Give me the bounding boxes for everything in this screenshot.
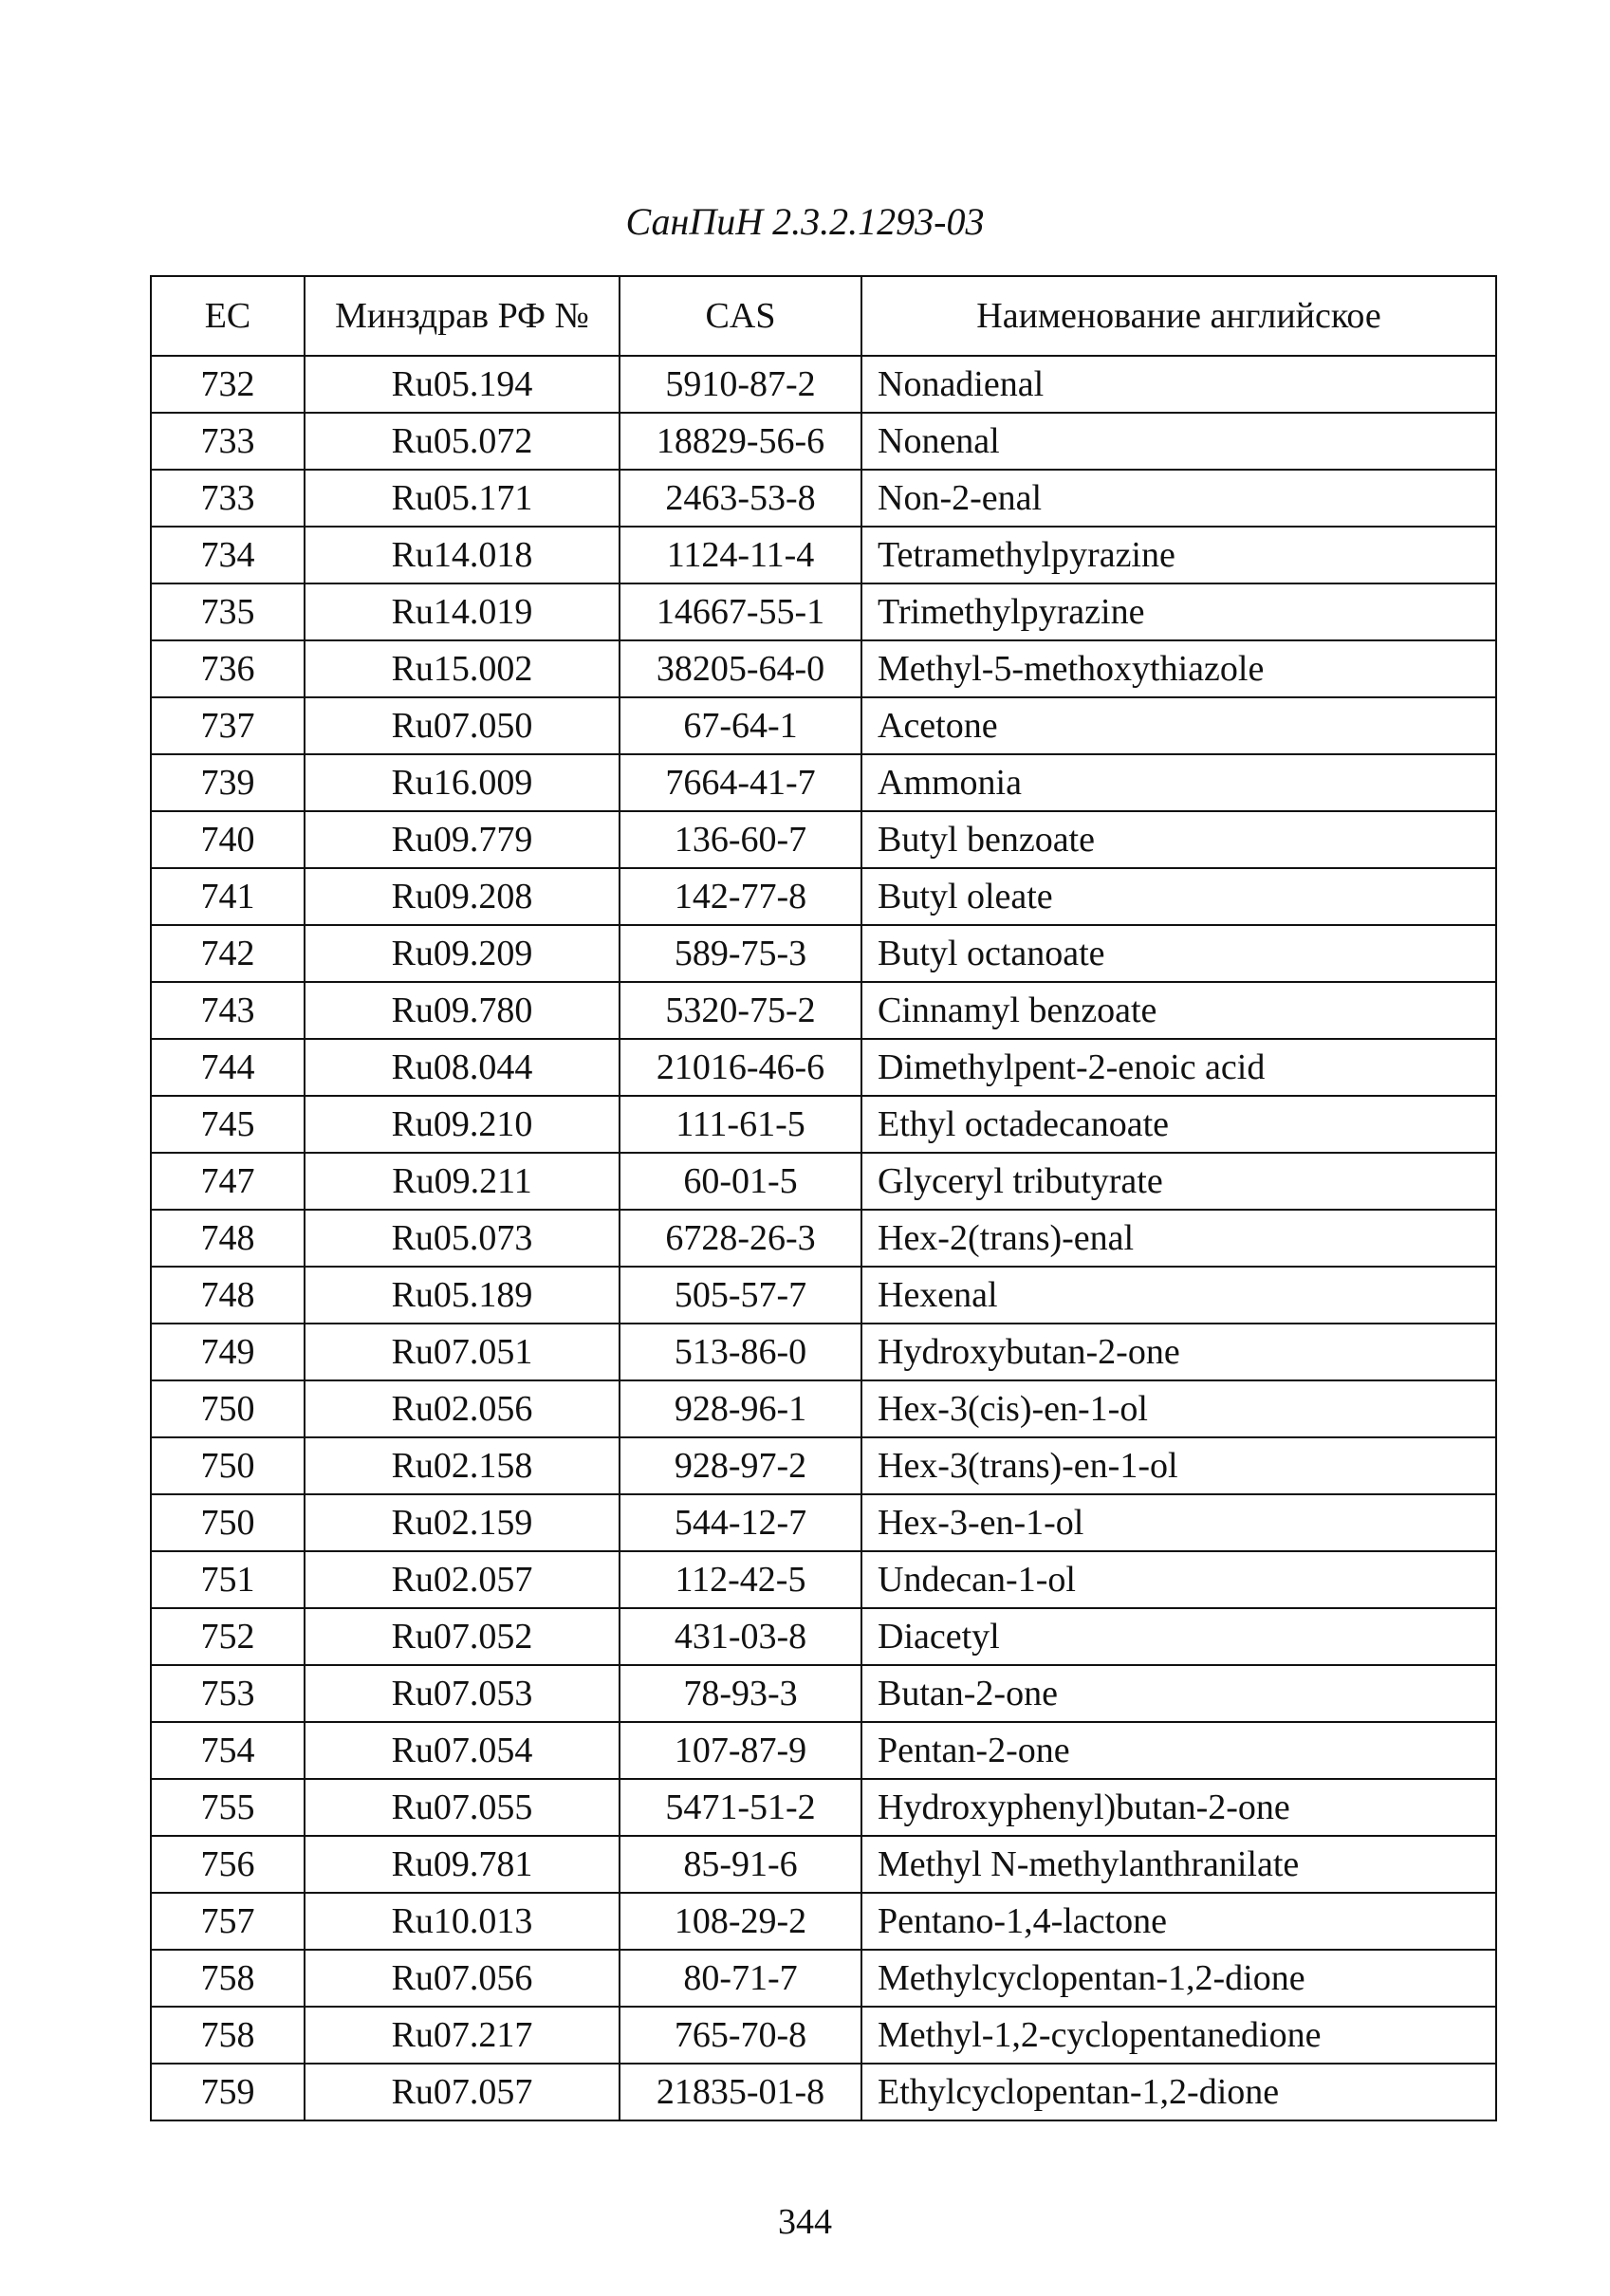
table-row [151,1551,1496,1608]
cell-ec: 733 [151,413,305,470]
cell-ec: 750 [151,1494,305,1551]
running-header: СанПиН 2.3.2.1293-03 [625,200,985,243]
table-row [151,982,1496,1039]
cell-english-name: Ammonia [861,754,1496,811]
cell-ec: 744 [151,1039,305,1096]
cell-ec: 750 [151,1380,305,1437]
substances-table [150,275,1497,2121]
cell-cas-number: 107-87-9 [620,1722,861,1779]
table-row [151,1153,1496,1210]
cell-english-name: Butyl octanoate [861,925,1496,982]
cell-ec: 759 [151,2064,305,2120]
cell-cas-number: 505-57-7 [620,1267,861,1324]
cell-cas-number: 513-86-0 [620,1324,861,1380]
cell-minzdrav-number: Ru09.209 [305,925,620,982]
table-row [151,413,1496,470]
cell-english-name: Hex-3(trans)-en-1-ol [861,1437,1496,1494]
column-header-minzdrav: Минздрав РФ № [305,276,620,356]
cell-cas-number: 431-03-8 [620,1608,861,1665]
page-number: 344 [778,2202,832,2242]
cell-minzdrav-number: Ru02.159 [305,1494,620,1551]
cell-ec: 737 [151,697,305,754]
table-row [151,1608,1496,1665]
cell-cas-number: 136-60-7 [620,811,861,868]
cell-cas-number: 21016-46-6 [620,1039,861,1096]
cell-ec: 748 [151,1210,305,1267]
cell-english-name: Dimethylpent-2-enoic acid [861,1039,1496,1096]
cell-cas-number: 589-75-3 [620,925,861,982]
cell-ec: 742 [151,925,305,982]
cell-cas-number: 5471-51-2 [620,1779,861,1836]
cell-minzdrav-number: Ru05.189 [305,1267,620,1324]
cell-ec: 750 [151,1437,305,1494]
table-row [151,1039,1496,1096]
cell-english-name: Tetramethylpyrazine [861,527,1496,583]
cell-minzdrav-number: Ru09.208 [305,868,620,925]
cell-cas-number: 5320-75-2 [620,982,861,1039]
cell-ec: 741 [151,868,305,925]
table-row [151,640,1496,697]
cell-minzdrav-number: Ru05.073 [305,1210,620,1267]
cell-minzdrav-number: Ru10.013 [305,1893,620,1950]
cell-english-name: Butyl benzoate [861,811,1496,868]
cell-english-name: Nonenal [861,413,1496,470]
cell-english-name: Hydroxybutan-2-one [861,1324,1496,1380]
cell-cas-number: 18829-56-6 [620,413,861,470]
cell-minzdrav-number: Ru05.072 [305,413,620,470]
table-row [151,1494,1496,1551]
table-body [151,356,1496,2120]
cell-ec: 755 [151,1779,305,1836]
cell-ec: 733 [151,470,305,527]
cell-minzdrav-number: Ru02.057 [305,1551,620,1608]
table-row [151,925,1496,982]
cell-minzdrav-number: Ru07.050 [305,697,620,754]
cell-minzdrav-number: Ru07.057 [305,2064,620,2120]
cell-minzdrav-number: Ru07.056 [305,1950,620,2007]
table-row [151,868,1496,925]
cell-minzdrav-number: Ru14.019 [305,583,620,640]
cell-ec: 734 [151,527,305,583]
cell-english-name: Methyl N-methylanthranilate [861,1836,1496,1893]
table-row [151,1096,1496,1153]
table-row [151,2007,1496,2064]
cell-english-name: Methylcyclopentan-1,2-dione [861,1950,1496,2007]
cell-english-name: Pentano-1,4-lactone [861,1893,1496,1950]
cell-cas-number: 112-42-5 [620,1551,861,1608]
cell-minzdrav-number: Ru09.210 [305,1096,620,1153]
column-header-ec: ЕС [151,276,305,356]
cell-minzdrav-number: Ru09.781 [305,1836,620,1893]
cell-english-name: Methyl-5-methoxythiazole [861,640,1496,697]
cell-english-name: Ethylcyclopentan-1,2-dione [861,2064,1496,2120]
cell-ec: 739 [151,754,305,811]
cell-cas-number: 928-96-1 [620,1380,861,1437]
cell-ec: 758 [151,2007,305,2064]
cell-cas-number: 142-77-8 [620,868,861,925]
cell-english-name: Undecan-1-ol [861,1551,1496,1608]
table-row [151,697,1496,754]
table-row [151,754,1496,811]
cell-ec: 752 [151,1608,305,1665]
table-row [151,1722,1496,1779]
cell-minzdrav-number: Ru07.051 [305,1324,620,1380]
cell-ec: 747 [151,1153,305,1210]
cell-minzdrav-number: Ru16.009 [305,754,620,811]
cell-english-name: Hexenal [861,1267,1496,1324]
cell-ec: 740 [151,811,305,868]
cell-cas-number: 1124-11-4 [620,527,861,583]
cell-english-name: Non-2-enal [861,470,1496,527]
table-row [151,1893,1496,1950]
table-row [151,1210,1496,1267]
cell-ec: 754 [151,1722,305,1779]
cell-english-name: Glyceryl tributyrate [861,1153,1496,1210]
cell-ec: 732 [151,356,305,413]
cell-cas-number: 60-01-5 [620,1153,861,1210]
cell-english-name: Hex-3-en-1-ol [861,1494,1496,1551]
cell-english-name: Acetone [861,697,1496,754]
column-header-cas: CAS [620,276,861,356]
table-row [151,1950,1496,2007]
cell-english-name: Nonadienal [861,356,1496,413]
cell-cas-number: 2463-53-8 [620,470,861,527]
cell-minzdrav-number: Ru09.780 [305,982,620,1039]
cell-ec: 756 [151,1836,305,1893]
cell-minzdrav-number: Ru07.217 [305,2007,620,2064]
cell-cas-number: 5910-87-2 [620,356,861,413]
table-row [151,2064,1496,2120]
cell-cas-number: 78-93-3 [620,1665,861,1722]
cell-english-name: Cinnamyl benzoate [861,982,1496,1039]
cell-cas-number: 21835-01-8 [620,2064,861,2120]
cell-minzdrav-number: Ru15.002 [305,640,620,697]
table-row [151,583,1496,640]
table-header-row [151,276,1496,356]
cell-cas-number: 928-97-2 [620,1437,861,1494]
cell-cas-number: 6728-26-3 [620,1210,861,1267]
cell-english-name: Hydroxyphenyl)butan-2-one [861,1779,1496,1836]
cell-cas-number: 14667-55-1 [620,583,861,640]
cell-ec: 735 [151,583,305,640]
table-row [151,1836,1496,1893]
cell-minzdrav-number: Ru07.055 [305,1779,620,1836]
cell-english-name: Butyl oleate [861,868,1496,925]
table-row [151,527,1496,583]
cell-english-name: Hex-2(trans)-enal [861,1210,1496,1267]
cell-cas-number: 85-91-6 [620,1836,861,1893]
table-row [151,1665,1496,1722]
cell-english-name: Methyl-1,2-cyclopentanedione [861,2007,1496,2064]
table-row [151,811,1496,868]
cell-ec: 751 [151,1551,305,1608]
column-header-english-name: Наименование английское [861,276,1496,356]
cell-minzdrav-number: Ru07.053 [305,1665,620,1722]
cell-english-name: Hex-3(cis)-en-1-ol [861,1380,1496,1437]
cell-minzdrav-number: Ru09.779 [305,811,620,868]
cell-english-name: Diacetyl [861,1608,1496,1665]
cell-cas-number: 765-70-8 [620,2007,861,2064]
cell-minzdrav-number: Ru02.056 [305,1380,620,1437]
table-row [151,1380,1496,1437]
cell-minzdrav-number: Ru05.194 [305,356,620,413]
cell-cas-number: 67-64-1 [620,697,861,754]
cell-ec: 745 [151,1096,305,1153]
cell-minzdrav-number: Ru07.052 [305,1608,620,1665]
cell-english-name: Trimethylpyrazine [861,583,1496,640]
cell-english-name: Butan-2-one [861,1665,1496,1722]
cell-english-name: Pentan-2-one [861,1722,1496,1779]
cell-cas-number: 7664-41-7 [620,754,861,811]
table-row [151,1267,1496,1324]
cell-minzdrav-number: Ru09.211 [305,1153,620,1210]
cell-minzdrav-number: Ru07.054 [305,1722,620,1779]
cell-ec: 757 [151,1893,305,1950]
cell-cas-number: 80-71-7 [620,1950,861,2007]
cell-ec: 736 [151,640,305,697]
cell-cas-number: 108-29-2 [620,1893,861,1950]
cell-ec: 743 [151,982,305,1039]
table-row [151,1324,1496,1380]
cell-minzdrav-number: Ru14.018 [305,527,620,583]
cell-cas-number: 38205-64-0 [620,640,861,697]
cell-cas-number: 544-12-7 [620,1494,861,1551]
table-row [151,1437,1496,1494]
cell-ec: 758 [151,1950,305,2007]
cell-cas-number: 111-61-5 [620,1096,861,1153]
cell-ec: 748 [151,1267,305,1324]
cell-minzdrav-number: Ru05.171 [305,470,620,527]
cell-english-name: Ethyl octadecanoate [861,1096,1496,1153]
table-row [151,1779,1496,1836]
cell-ec: 749 [151,1324,305,1380]
table-row [151,470,1496,527]
cell-ec: 753 [151,1665,305,1722]
table-row [151,356,1496,413]
cell-minzdrav-number: Ru08.044 [305,1039,620,1096]
cell-minzdrav-number: Ru02.158 [305,1437,620,1494]
